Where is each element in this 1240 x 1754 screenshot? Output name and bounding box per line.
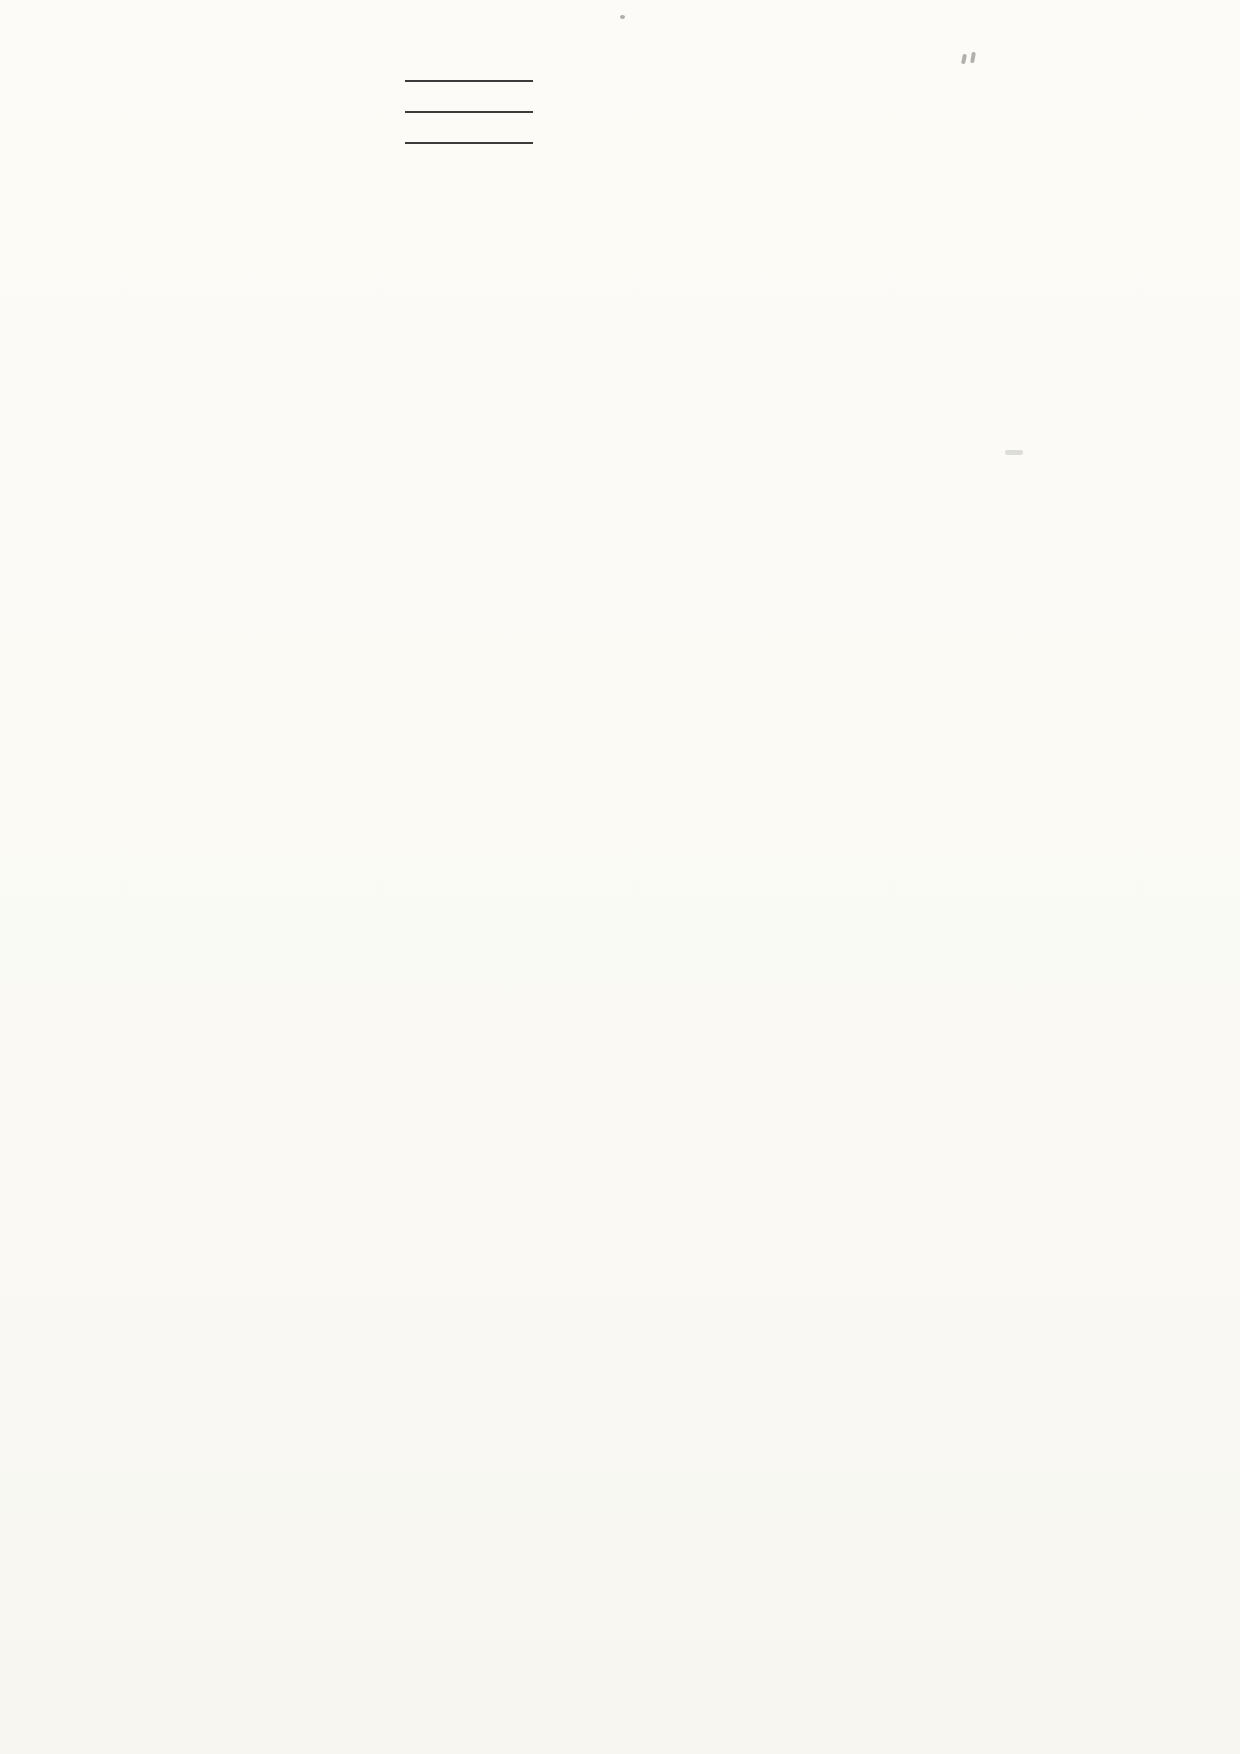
signature-line	[405, 109, 533, 113]
signature-block	[145, 54, 1240, 147]
signature-line	[405, 78, 533, 82]
signature-row	[145, 85, 1240, 116]
signature-row	[145, 116, 1240, 147]
signature-line	[405, 140, 533, 144]
scan-artifact	[620, 15, 625, 19]
scan-artifact	[1005, 450, 1023, 455]
signature-row	[145, 54, 1240, 85]
